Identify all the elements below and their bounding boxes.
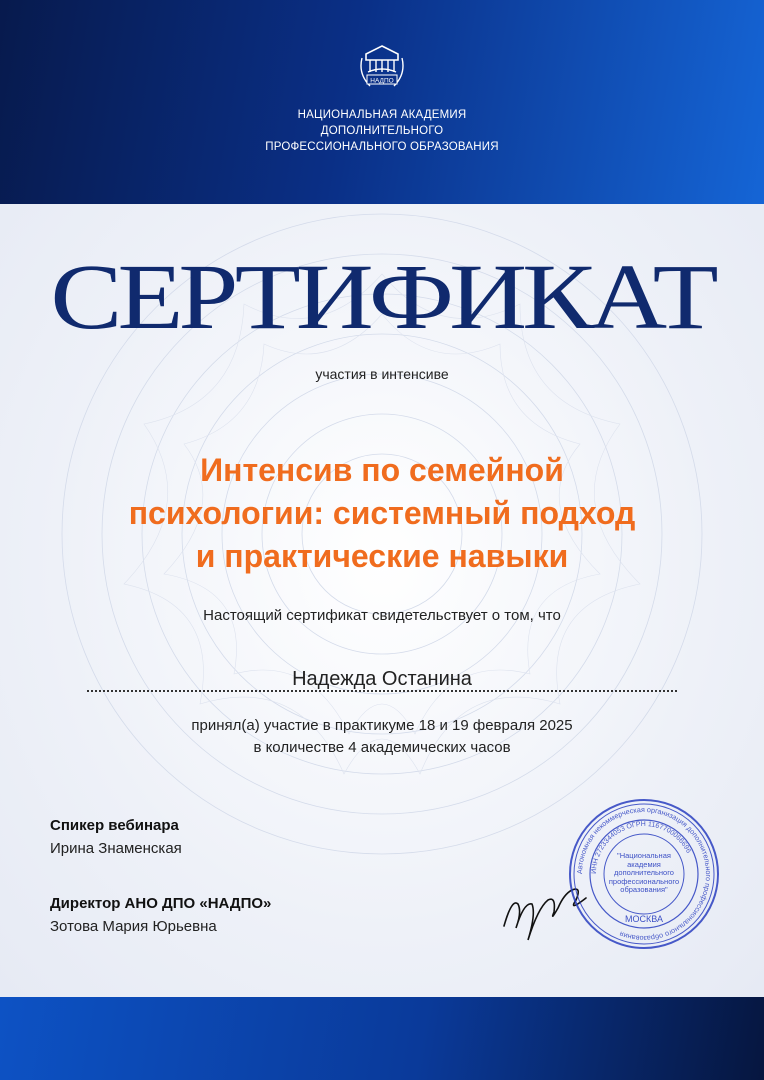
participation-line-1: принял(а) участие в практикуме 18 и 19 февраля 2025: [191, 717, 573, 734]
course-title: [30, 449, 734, 578]
stamp-center-text: "Национальная академия дополнительного профессионального образования": [608, 852, 680, 895]
speaker-role: Спикер вебинара: [50, 817, 179, 834]
org-line-2: ДОПОЛНИТЕЛЬНОГО: [320, 125, 444, 137]
name-underline: [87, 690, 677, 692]
stamp-inn-text: ИНН 2723344053 ОГРН 1167700066696: [590, 820, 692, 875]
course-title-line-1: Интенсив по семейной: [200, 452, 564, 488]
director-name: Зотова Мария Юрьевна: [50, 918, 217, 935]
certificate-subtitle: участия в интенсиве: [315, 366, 449, 382]
logo-text: НАДПО: [370, 77, 394, 85]
header-band: [0, 0, 764, 204]
course-title-line-3: и практические навыки: [195, 538, 569, 574]
official-stamp-icon: [566, 796, 722, 952]
stamp-ring-text: Автономная некоммерческая организация дополнительного профессионального образования: [574, 804, 714, 944]
org-line-3: ПРОФЕССИОНАЛЬНОГО ОБРАЗОВАНИЯ: [265, 141, 499, 153]
academy-logo-icon: [358, 44, 406, 94]
footer-band: [0, 997, 764, 1080]
recipient-name: Надежда Останина: [292, 668, 472, 690]
director-role: Директор АНО ДПО «НАДПО»: [50, 895, 272, 912]
stamp-city: МОСКВА: [625, 914, 663, 924]
certificate-title: СЕРТИФИКАТ: [50, 246, 714, 349]
participation-text: [0, 715, 764, 759]
organization-name: [0, 107, 764, 155]
org-line-1: НАЦИОНАЛЬНАЯ АКАДЕМИЯ: [297, 109, 467, 121]
participation-line-2: в количестве 4 академических часов: [253, 739, 511, 756]
course-title-line-2: психологии: системный подход: [128, 495, 636, 531]
speaker-name: Ирина Знаменская: [50, 840, 182, 857]
testify-text: Настоящий сертификат свидетельствует о том, что: [203, 607, 561, 624]
